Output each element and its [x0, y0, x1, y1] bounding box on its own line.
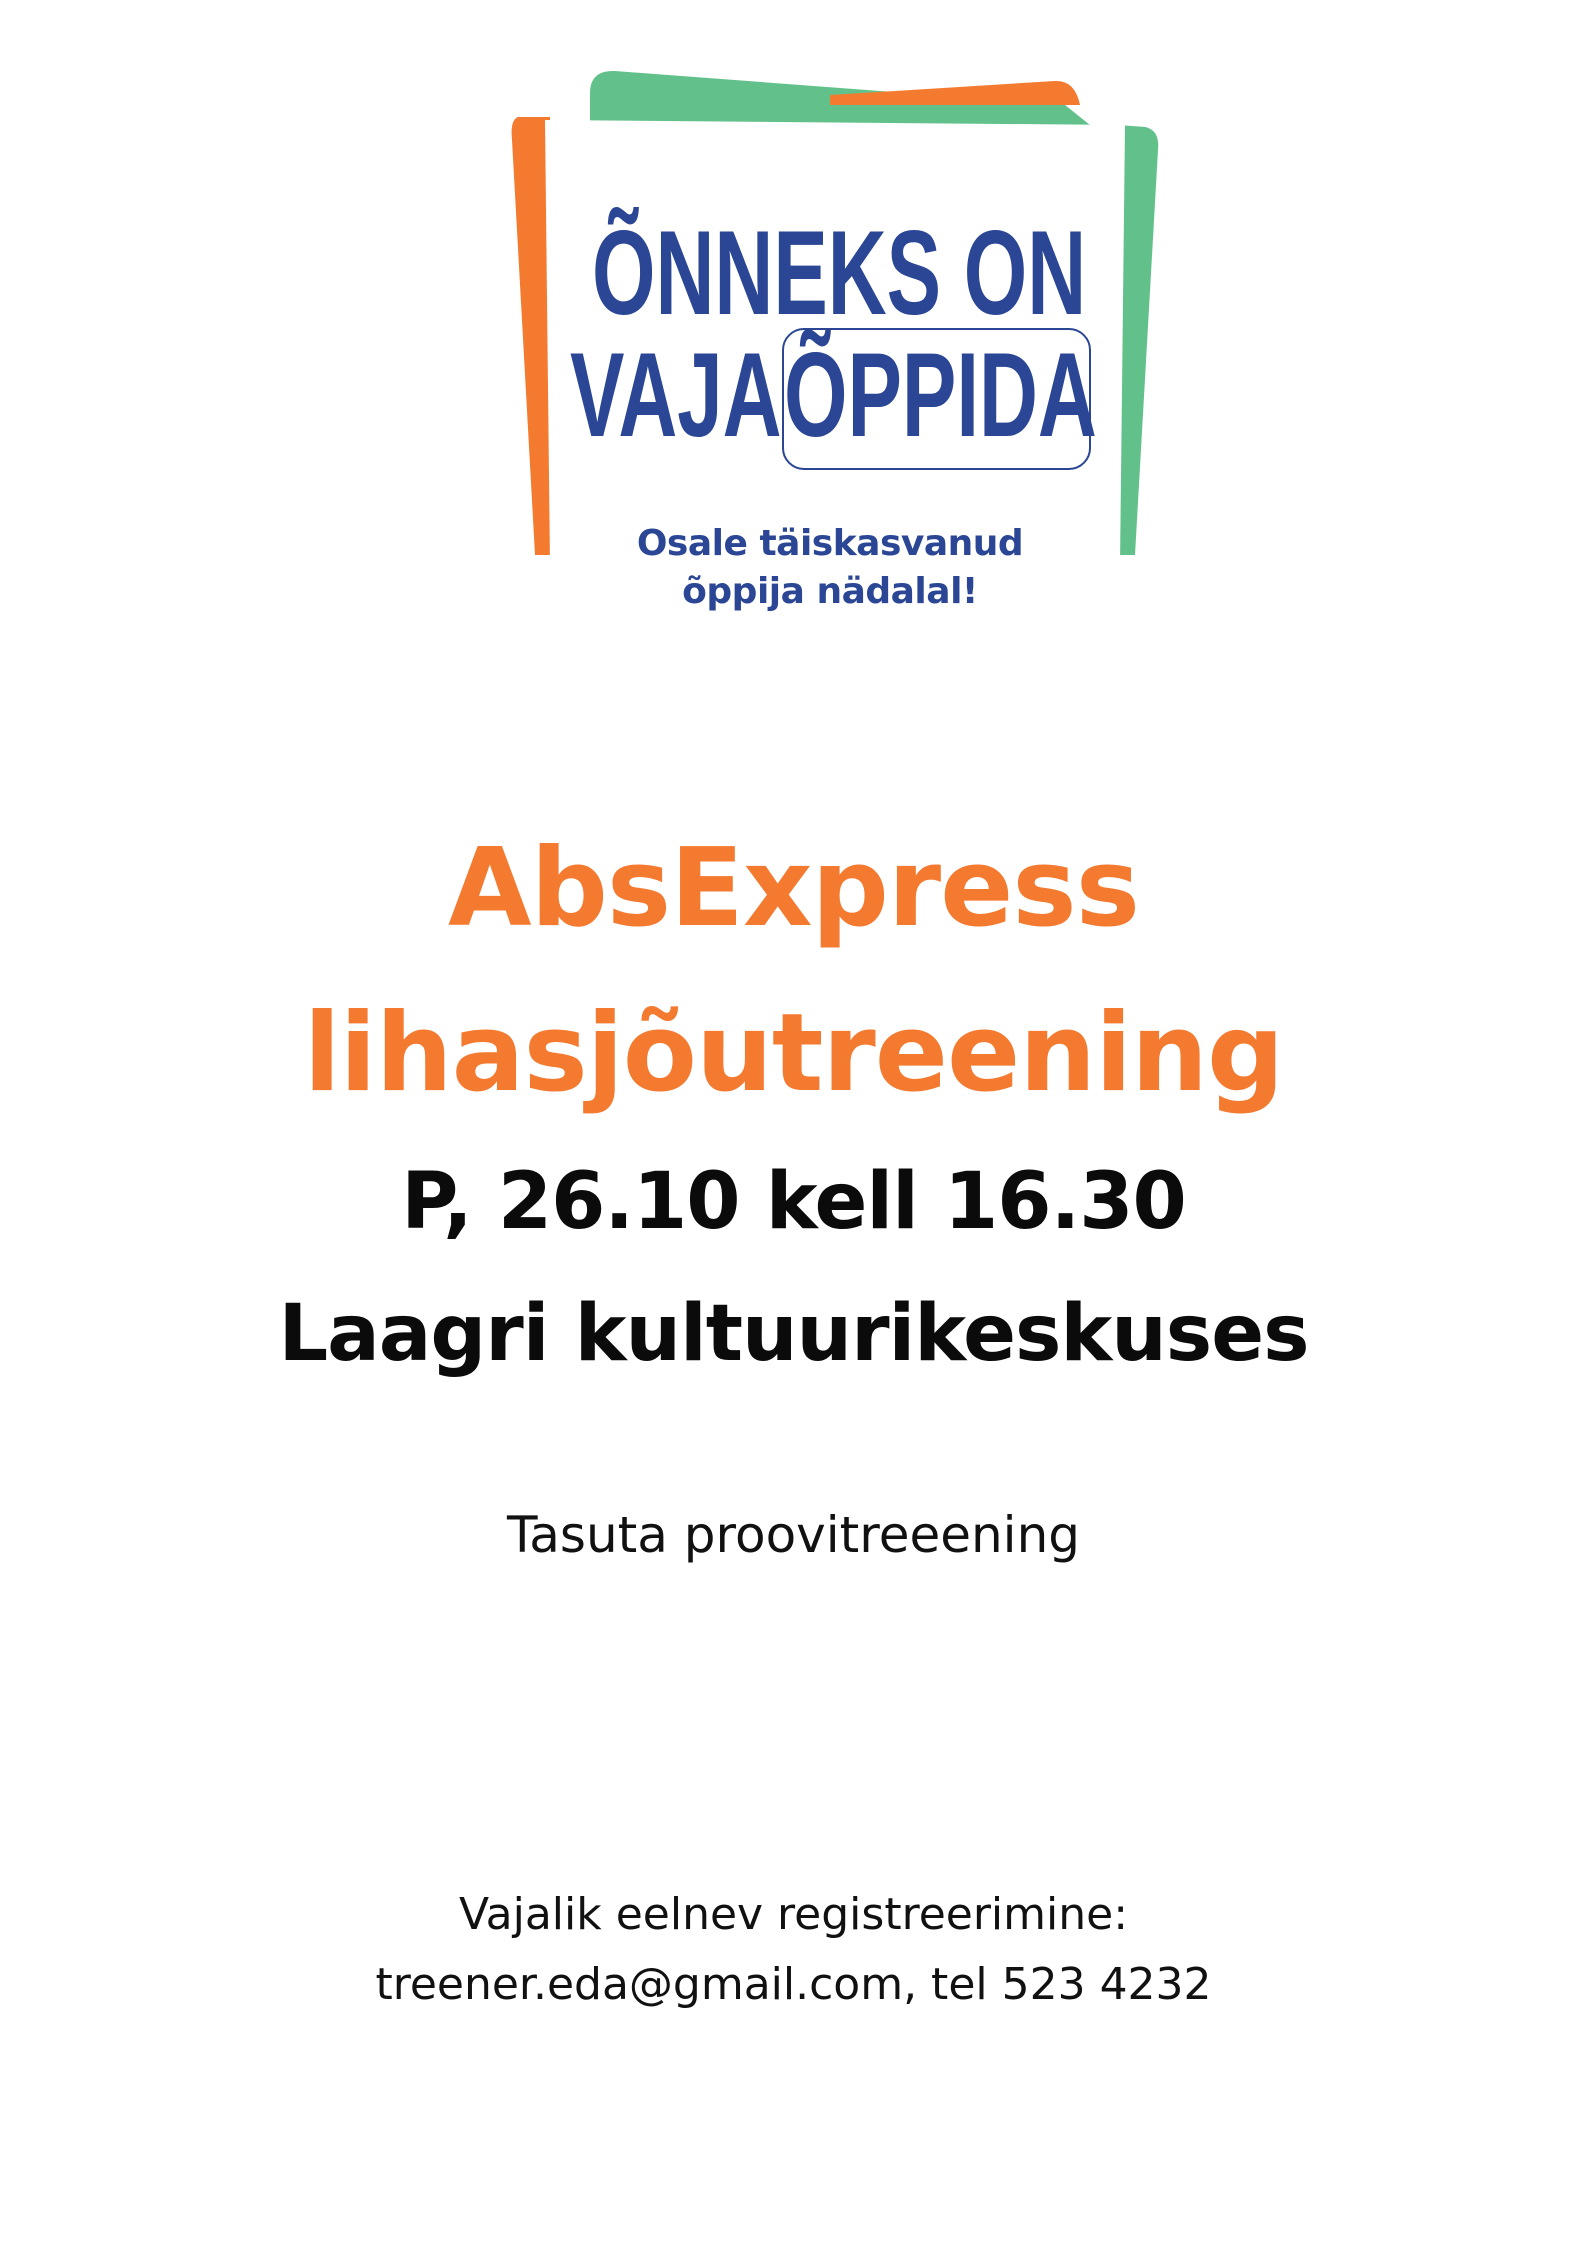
- logo-line-2: VAJA: [570, 328, 782, 462]
- logo-tagline-1: Osale täiskasvanud: [636, 523, 1024, 564]
- event-title-2: lihasjõutreening: [303, 991, 1284, 1116]
- logo-line-1: ÕNNEKS ON: [592, 206, 1087, 340]
- event-note: Tasuta proovitreeening: [507, 1506, 1080, 1564]
- campaign-logo: [490, 65, 1170, 635]
- logo-line-3: ÕPPIDA: [784, 328, 1097, 462]
- registration-label: Vajalik eelnev registreerimine:: [458, 1889, 1129, 1940]
- event-location: Laagri kultuurikeskuses: [278, 1289, 1309, 1379]
- event-title-1: AbsExpress: [448, 826, 1139, 951]
- event-datetime: P, 26.10 kell 16.30: [401, 1157, 1186, 1247]
- logo-tagline: [490, 520, 1170, 616]
- logo-tagline-2: õppija nädalal!: [682, 571, 978, 612]
- registration-contact: treener.eda@gmail.com, tel 523 4232: [375, 1959, 1212, 2010]
